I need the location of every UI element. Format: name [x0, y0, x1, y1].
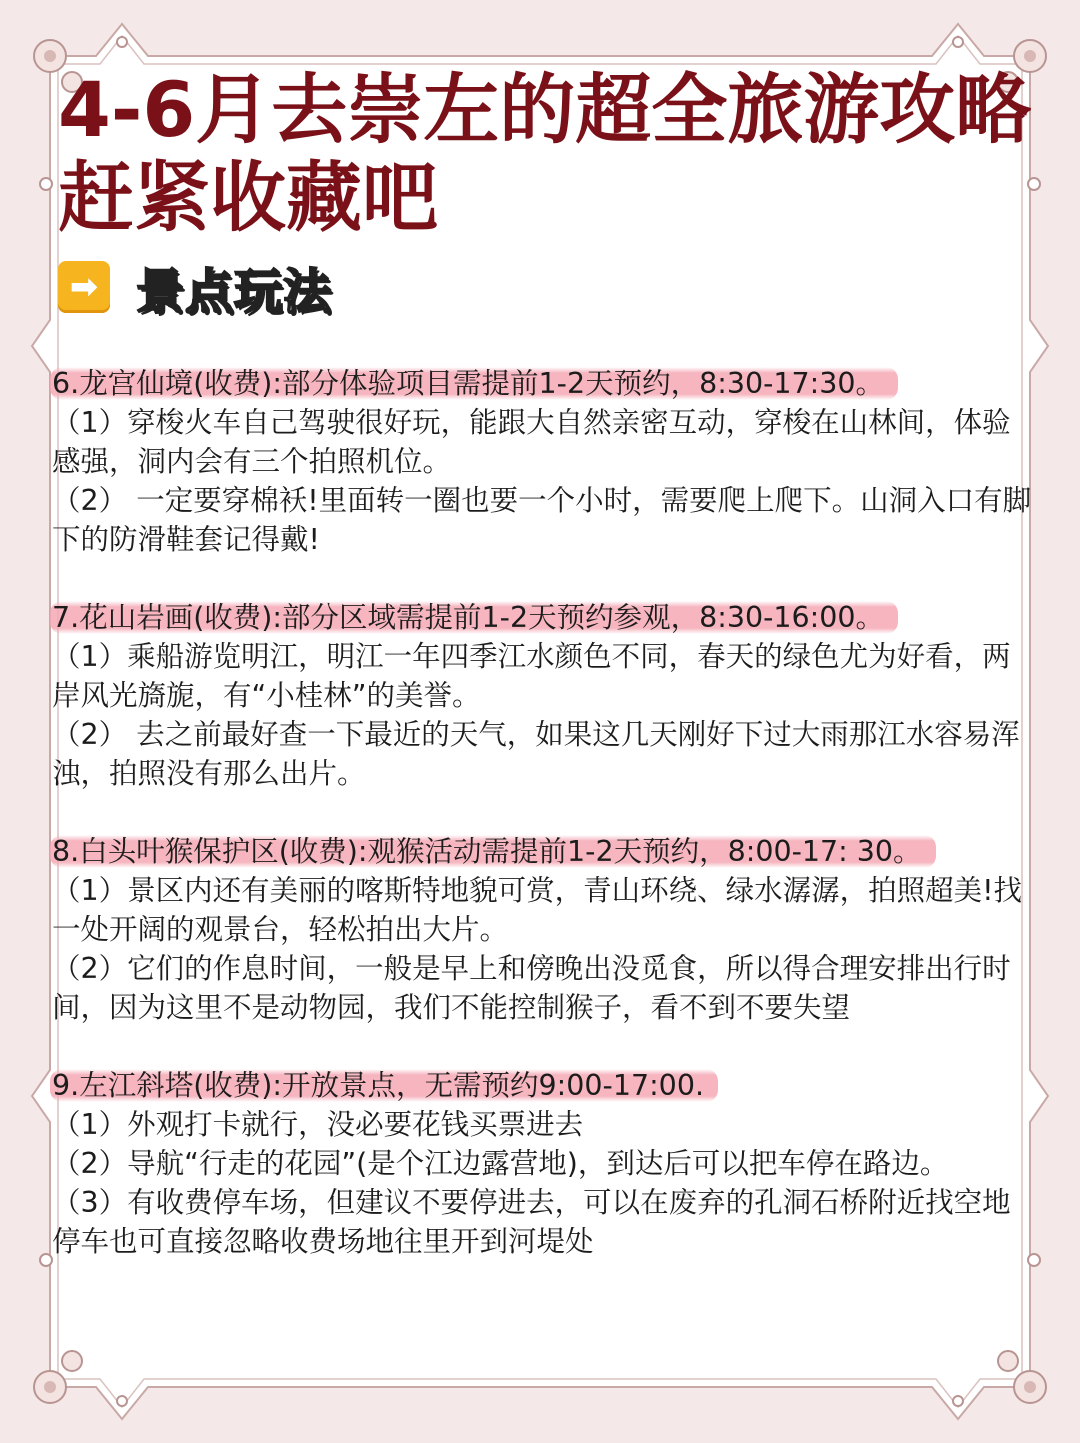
spot-detail: （2）它们的作息时间，一般是早上和傍晚出没觅食，所以得合理安排出行时间，因为这里不是动物园，我们不能控制猴子，看不到不要失望 — [52, 952, 1011, 1024]
spot-heading: 9.左江斜塔(收费):开放景点，无需预约9:00-17:00. — [50, 1069, 718, 1102]
spot-detail: （1）乘船游览明江，明江一年四季江水颜色不同，春天的绿色尤为好看，两岸风光旖旎，有“小桂林”的美誉。 — [52, 640, 1011, 712]
spot-detail: （3）有收费停车场，但建议不要停进去，可以在废弃的孔洞石桥附近找空地停车也可直接忽略收费场地往里开到河堤处 — [52, 1186, 1011, 1258]
section-header — [58, 252, 332, 322]
title-line-1: 4-6月去崇左的超全旅游攻略 — [58, 65, 1032, 154]
spot-detail: （1）外观打卡就行，没必要花钱买票进去 — [52, 1108, 584, 1141]
section-title: 景点玩法 — [136, 263, 333, 320]
title-line-2: 赶紧收藏吧 — [58, 153, 438, 242]
spot-detail: （2） 一定要穿棉袄!里面转一圈也要一个小时，需要爬上爬下。山洞入口有脚下的防滑鞋套记得戴! — [52, 484, 1032, 556]
spot-list — [52, 364, 1032, 1300]
spot-detail: （1）穿梭火车自己驾驶很好玩，能跟大自然亲密互动，穿梭在山林间，体验感强，洞内会有三个拍照机位。 — [52, 406, 1011, 478]
spot-detail: （2）导航“行走的花园”(是个江边露营地)，到达后可以把车停在路边。 — [52, 1147, 949, 1180]
spot-heading: 7.花山岩画(收费):部分区域需提前1-2天预约参观，8:30-16:00。 — [50, 601, 898, 634]
spot-detail: （1）景区内还有美丽的喀斯特地貌可赏，青山环绕、绿水潺潺，拍照超美!找一处开阔的观景台，轻松拍出大片。 — [52, 874, 1023, 946]
spot-detail: （2） 去之前最好查一下最近的天气，如果这几天刚好下过大雨那江水容易浑浊，拍照没有那么出片。 — [52, 718, 1020, 790]
spot-item — [52, 364, 1032, 559]
spot-item — [52, 598, 1032, 793]
spot-heading: 8.白头叶猴保护区(收费):观猴活动需提前1-2天预约，8:00-17: 30。 — [50, 835, 936, 868]
spot-heading: 6.龙宫仙境(收费):部分体验项目需提前1-2天预约，8:30-17:30。 — [50, 367, 898, 400]
right-arrow-icon: ➡ — [58, 261, 110, 313]
spot-item — [52, 832, 1032, 1027]
spot-item — [52, 1066, 1032, 1261]
page-title — [58, 66, 1031, 242]
